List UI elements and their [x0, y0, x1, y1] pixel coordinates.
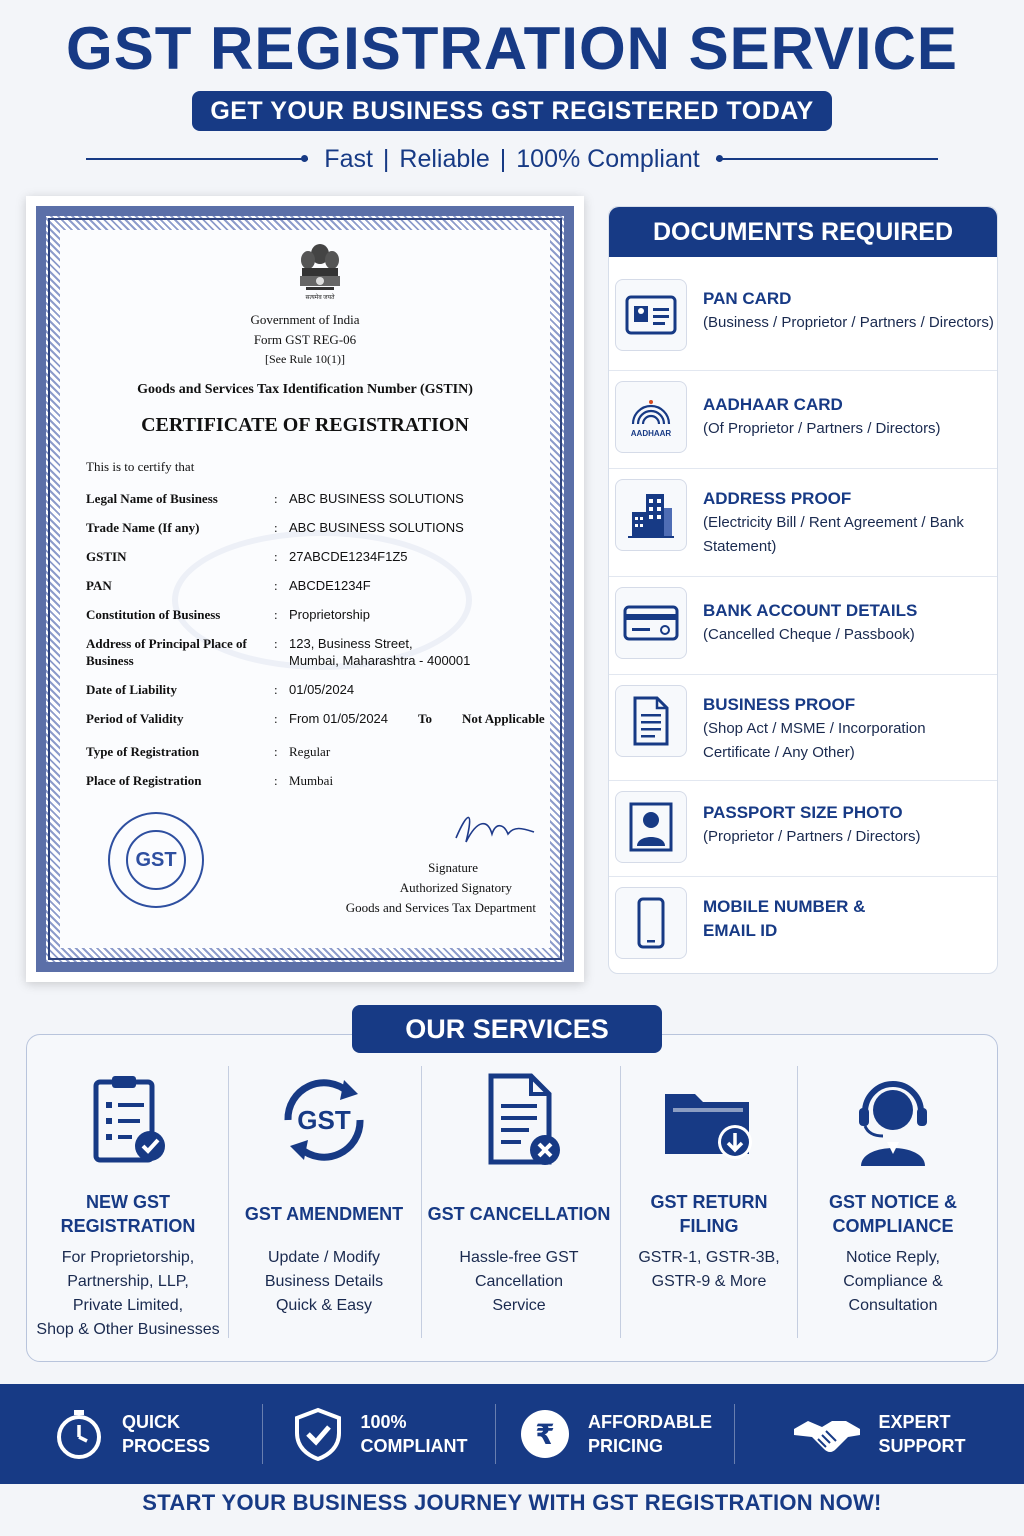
feature-label: EXPERT SUPPORT: [878, 1412, 966, 1456]
service-title: GST NOTICE & COMPLIANCE: [828, 1192, 957, 1236]
building-icon: [615, 479, 687, 551]
service-title: NEW GST REGISTRATION: [60, 1192, 196, 1236]
svg-text:AADHAAR: AADHAAR: [630, 429, 672, 438]
signature-scribble-icon: [448, 808, 538, 848]
signature-block: Signature Authorized Signatory Goods and Services Tax Department: [345, 860, 536, 915]
svg-text:GST: GST: [297, 1105, 351, 1135]
doc-item-address: [609, 469, 997, 577]
rupee-icon: [518, 1407, 572, 1461]
certificate-border: [36, 206, 574, 972]
service-divider: [620, 1066, 621, 1338]
feature-label: AFFORDABLE PRICING: [588, 1412, 712, 1456]
cert-row-gstin: GSTIN : 27ABCDE1234F1Z5: [86, 549, 408, 564]
validity-to-label: To: [418, 711, 432, 726]
cert-row-validity: Period of Validity : From 01/05/2024 To Not Applicable: [86, 711, 545, 726]
doc-item-photo: [609, 781, 997, 877]
tagline: [86, 143, 938, 175]
service-title: GST CANCELLATION: [427, 1204, 611, 1224]
doc-item-bank: [609, 577, 997, 675]
certificate-heading: CERTIFICATE OF REGISTRATION: [141, 414, 469, 436]
cert-row-pan: PAN : ABCDE1234F: [86, 578, 371, 593]
subtitle-banner: GET YOUR BUSINESS GST REGISTERED TODAY: [192, 91, 832, 131]
service-desc: GSTR-1, GSTR-3B, GSTR-9 & More: [638, 1249, 780, 1290]
id-card-icon: [615, 279, 687, 351]
feature-affordable-pricing: [496, 1384, 734, 1484]
service-notice-compliance: [798, 1066, 988, 1342]
doc-item-aadhaar: [609, 371, 997, 469]
cert-row-legal-name: Legal Name of Business : ABC BUSINESS SOLUTIONS: [86, 491, 464, 506]
handshake-icon: [792, 1407, 862, 1461]
tagline-compliant: 100% Compliant: [516, 144, 700, 173]
service-desc: Update / Modify Business Details Quick & Easy: [264, 1249, 384, 1314]
validity-to: Not Applicable: [462, 711, 545, 726]
gst-seal: GST: [108, 812, 204, 908]
national-emblem-icon: [294, 240, 346, 302]
doc-desc: (Shop Act / MSME / Incorporation Certificate / Any Other): [703, 720, 926, 761]
doc-desc: (Electricity Bill / Rent Agreement / Bank Statement): [703, 514, 964, 555]
folder-download-icon: [659, 1070, 759, 1170]
service-desc: Notice Reply, Compliance & Consultation: [843, 1249, 943, 1314]
cert-row-date-of-liability: Date of Liability : 01/05/2024: [86, 682, 355, 697]
cert-row-constitution: Constitution of Business : Proprietorship: [86, 607, 370, 622]
tagline-divider-left: [86, 158, 308, 160]
tagline-reliable: Reliable: [399, 144, 490, 173]
service-amendment: [230, 1066, 418, 1342]
service-divider: [228, 1066, 229, 1338]
svg-text:₹: ₹: [535, 1418, 555, 1451]
doc-title: AADHAAR CARD: [703, 395, 843, 414]
feature-compliant: [263, 1384, 495, 1484]
shield-check-icon: [291, 1407, 345, 1461]
doc-item-mobile: [609, 877, 997, 973]
feature-label: QUICK PROCESS: [121, 1412, 211, 1456]
service-divider: [421, 1066, 422, 1338]
doc-desc: (Proprietor / Partners / Directors): [703, 828, 921, 845]
document-cancel-icon: [469, 1070, 569, 1170]
certificate-certify: This is to certify that: [86, 459, 195, 474]
bank-card-icon: [615, 587, 687, 659]
certificate-form: Form GST REG-06: [253, 332, 357, 347]
page-title: GST REGISTRATION SERVICE: [66, 15, 958, 82]
documents-panel: [608, 206, 998, 974]
clipboard-check-icon: [78, 1070, 178, 1170]
doc-title: PASSPORT SIZE PHOTO: [703, 803, 903, 822]
stopwatch-icon: [52, 1407, 106, 1461]
service-desc: For Proprietorship, Partnership, LLP, Private Limited, Shop & Other Businesses: [36, 1249, 220, 1338]
doc-desc: (Of Proprietor / Partners / Directors): [703, 420, 941, 437]
svg-text:सत्यमेव जयते: सत्यमेव जयते: [305, 295, 335, 301]
service-new-registration: [30, 1066, 226, 1342]
certificate-rule: [See Rule 10(1)]: [265, 352, 345, 366]
document-icon: [615, 685, 687, 757]
cert-row-trade-name: Trade Name (If any) : ABC BUSINESS SOLUTIONS: [86, 520, 464, 535]
cert-row-place: Place of Registration : Mumbai: [86, 773, 334, 788]
service-title: GST RETURN FILING: [650, 1192, 768, 1236]
photo-icon: [615, 791, 687, 863]
doc-title: ADDRESS PROOF: [703, 489, 852, 508]
certificate-gstin-title: Goods and Services Tax Identification Number (GSTIN): [137, 382, 473, 397]
service-return-filing: [622, 1066, 796, 1342]
services-header: OUR SERVICES: [352, 1005, 662, 1053]
footer-cta: START YOUR BUSINESS JOURNEY WITH GST REGISTRATION NOW!: [142, 1490, 882, 1515]
tagline-separator: |: [382, 144, 390, 173]
doc-title: PAN CARD: [703, 289, 792, 308]
doc-desc: (Cancelled Cheque / Passbook): [703, 626, 915, 643]
feature-label: 100% COMPLIANT: [360, 1412, 468, 1456]
gst-refresh-icon: [274, 1070, 374, 1170]
documents-header: DOCUMENTS REQUIRED: [609, 207, 997, 257]
certificate-details: [86, 490, 566, 801]
tagline-fast: Fast: [324, 144, 373, 173]
cert-row-address: Address of Principal Place of Business : 123, Business Street, Mumbai, Maharashtra - 400001: [86, 636, 471, 668]
aadhaar-icon: [615, 381, 687, 453]
support-agent-icon: [843, 1070, 943, 1170]
certificate-government: Government of India: [250, 312, 360, 327]
tagline-separator: |: [499, 144, 507, 173]
feature-quick-process: [0, 1384, 262, 1484]
doc-title: BUSINESS PROOF: [703, 695, 856, 714]
doc-item-business: [609, 675, 997, 781]
validity-from: From 01/05/2024: [289, 711, 389, 726]
feature-bar: [0, 1384, 1024, 1484]
service-desc: Hassle-free GST Cancellation Service: [459, 1249, 579, 1314]
cert-row-type: Type of Registration : Regular: [86, 744, 331, 759]
doc-item-pan: [609, 269, 997, 371]
doc-title: BANK ACCOUNT DETAILS: [703, 601, 918, 620]
doc-desc: (Business / Proprietor / Partners / Directors): [703, 314, 994, 331]
service-title: GST AMENDMENT: [244, 1204, 404, 1224]
gst-certificate: [26, 196, 584, 982]
feature-expert-support: [735, 1384, 1023, 1484]
tagline-divider-right: [716, 158, 938, 160]
doc-title: MOBILE NUMBER & EMAIL ID: [703, 897, 866, 940]
service-cancellation: [424, 1066, 614, 1342]
mobile-icon: [615, 887, 687, 959]
